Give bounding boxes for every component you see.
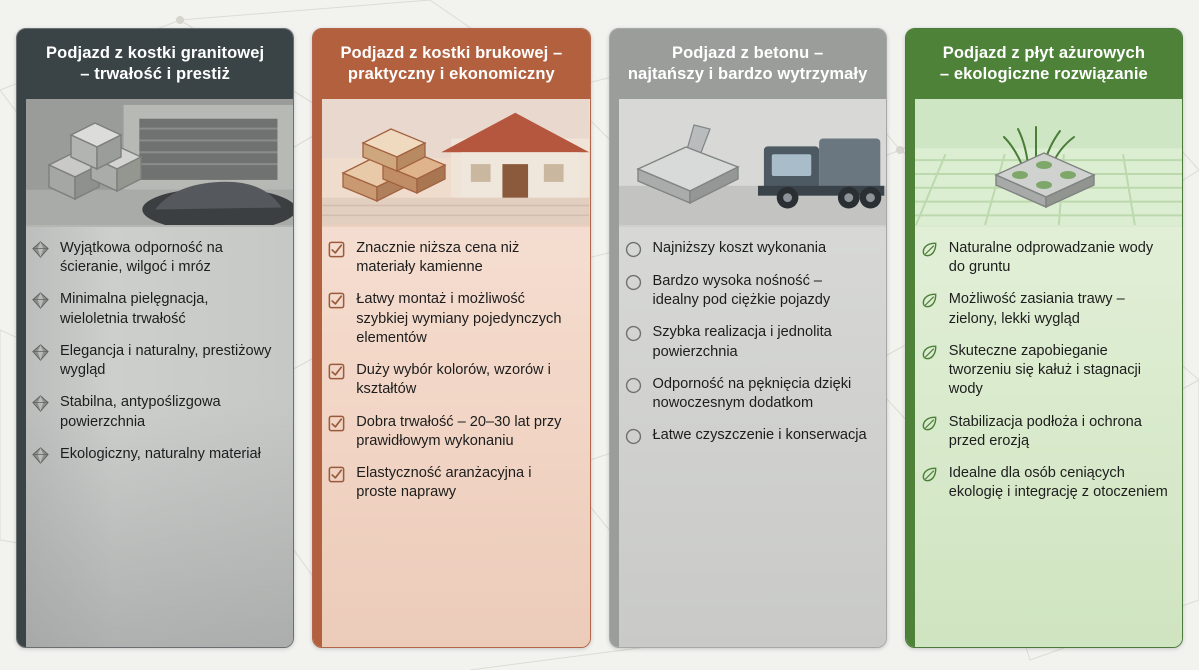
list-item-label: Stabilizacja podłoża i ochrona przed erozją (948, 413, 1142, 449)
list-item (327, 413, 575, 452)
grass-paver-icon (978, 107, 1110, 219)
list-item (920, 342, 1168, 400)
grass-feature-list (906, 227, 1182, 647)
list-item (31, 290, 279, 329)
card-granite-title-line2: – trwałość i prestiż (80, 65, 230, 84)
list-item-label: Bardzo wysoka nośność – idealny pod ciężkie pojazdy (652, 272, 831, 309)
leaf-icon (920, 291, 939, 310)
checklist-icon (327, 240, 346, 259)
card-concrete-title-line1: Podjazd z betonu – (672, 44, 824, 62)
list-item-label: Szybka realizacja i jednolita powierzchnia (652, 324, 832, 360)
list-item (327, 361, 575, 400)
list-item (624, 239, 872, 259)
card-accent-edge (906, 29, 915, 647)
list-item (31, 342, 279, 381)
leaf-icon (920, 240, 939, 259)
list-item (31, 445, 279, 465)
card-grass-title (906, 29, 1182, 99)
list-item (624, 272, 872, 311)
list-item-label: Znacznie niższa cena niż materiały kamienne (356, 239, 520, 276)
granite-feature-list (17, 227, 293, 647)
card-brick-title (313, 29, 589, 99)
list-item (327, 239, 575, 278)
card-concrete-title (610, 29, 886, 99)
list-item-label: Skuteczne zapobieganie tworzeniu się kałuż i stagnacji wody (948, 342, 1141, 398)
list-item (327, 290, 575, 348)
concrete-slab-icon (624, 107, 756, 219)
leaf-icon (920, 414, 939, 433)
list-item-label: Odporność na pęknięcia dzięki nowoczesnym dodatkom (652, 375, 852, 412)
card-concrete[interactable] (609, 28, 887, 648)
list-item (920, 290, 1168, 329)
list-item-label: Najniższy koszt wykonania (652, 239, 827, 256)
circle-icon (624, 427, 643, 446)
circle-icon (624, 273, 643, 292)
list-item (920, 239, 1168, 278)
list-item (31, 239, 279, 278)
concrete-feature-list (610, 227, 886, 647)
list-item-label: Ekologiczny, naturalny materiał (60, 445, 261, 462)
circle-icon (624, 376, 643, 395)
list-item (624, 375, 872, 414)
card-grass-title-line1: Podjazd z płyt ażurowych (942, 44, 1145, 62)
list-item (31, 393, 279, 432)
diamond-icon (31, 446, 50, 465)
list-item (624, 323, 872, 362)
list-item (920, 464, 1168, 503)
card-grass-title-line2: – ekologiczne rozwiązanie (939, 65, 1148, 84)
checklist-icon (327, 465, 346, 484)
list-item-label: Elegancja i naturalny, prestiżowy wygląd (60, 342, 272, 379)
list-item-label: Możliwość zasiania trawy – zielony, lekki wygląd (948, 291, 1125, 327)
card-concrete-title-line2: najtańszy i bardzo wytrzymały (627, 65, 868, 84)
diamond-icon (31, 240, 50, 259)
list-item-label: Łatwe czyszczenie i konserwacja (652, 427, 867, 444)
paving-bricks-icon (327, 107, 459, 219)
list-item-label: Stabilna, antypoślizgowa powierzchnia (60, 394, 221, 430)
leaf-icon (920, 465, 939, 484)
card-brick[interactable] (312, 28, 590, 648)
diamond-icon (31, 343, 50, 362)
checklist-icon (327, 414, 346, 433)
granite-cubes-icon (31, 107, 163, 219)
brick-feature-list (313, 227, 589, 647)
list-item (327, 464, 575, 503)
checklist-icon (327, 291, 346, 310)
diamond-icon (31, 291, 50, 310)
checklist-icon (327, 362, 346, 381)
card-granite-title (17, 29, 293, 99)
circle-icon (624, 240, 643, 259)
circle-icon (624, 324, 643, 343)
list-item (624, 426, 872, 446)
brick-house-photo (313, 99, 589, 227)
list-item-label: Wyjątkowa odporność na ścieranie, wilgoć i mróz (60, 239, 223, 276)
list-item-label: Minimalna pielęgnacja, wieloletnia trwałość (60, 291, 209, 327)
card-accent-edge (313, 29, 322, 647)
list-item-label: Dobra trwałość – 20–30 lat przy prawidłowym wykonaniu (356, 413, 562, 449)
card-grass-pavers[interactable] (905, 28, 1183, 648)
list-item-label: Łatwy montaż i możliwość szybkiej wymiany pojedynczych elementów (356, 291, 562, 346)
card-brick-title-line2: praktyczny i ekonomiczny (347, 65, 555, 84)
card-accent-edge (17, 29, 26, 647)
grass-paver-photo (906, 99, 1182, 227)
diamond-icon (31, 394, 50, 413)
card-granite[interactable] (16, 28, 294, 648)
card-granite-title-line1: Podjazd z kostki granitowej (46, 44, 265, 62)
leaf-icon (920, 343, 939, 362)
list-item-label: Elastyczność aranżacyjna i proste naprawy (356, 465, 532, 501)
card-brick-title-line1: Podjazd z kostki brukowej – (340, 44, 563, 62)
granite-photo (17, 99, 293, 227)
list-item (920, 413, 1168, 452)
list-item-label: Naturalne odprowadzanie wody do gruntu (948, 239, 1154, 276)
list-item-label: Idealne dla osób ceniących ekologię i integrację z otoczeniem (948, 465, 1168, 501)
concrete-truck-photo (610, 99, 886, 227)
card-accent-edge (610, 29, 619, 647)
list-item-label: Duży wybór kolorów, wzorów i kształtów (356, 362, 551, 398)
